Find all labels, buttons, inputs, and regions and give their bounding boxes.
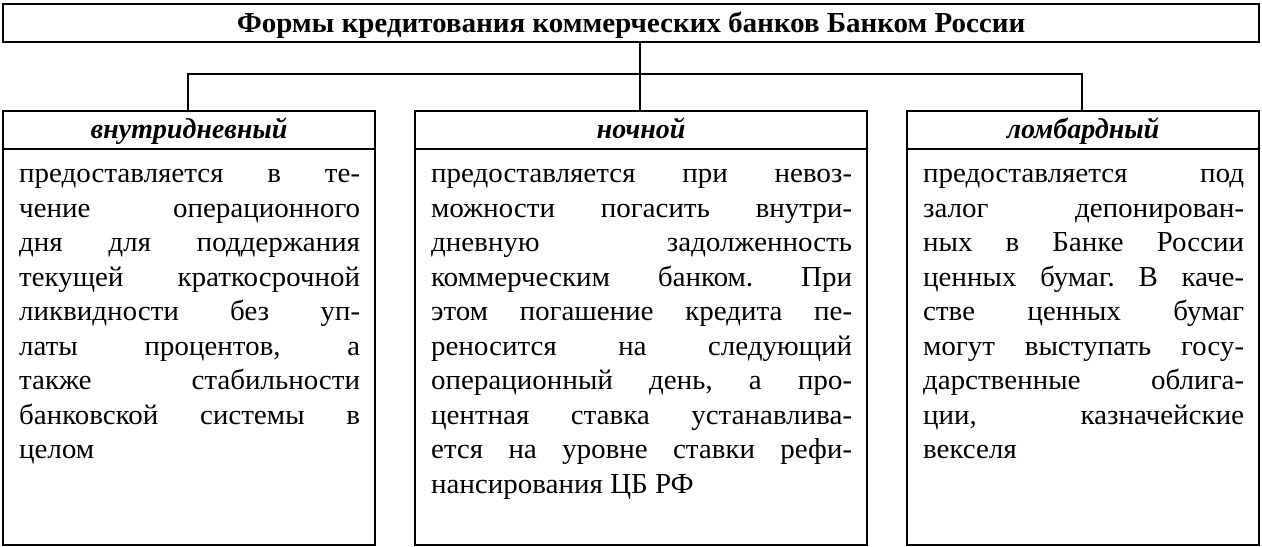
body-line: можности погасить внутри- — [431, 191, 852, 224]
column-body-intraday — [2, 150, 376, 546]
body-line: ется на уровне ставки рефи- — [431, 433, 852, 465]
body-line: банковской системы в — [19, 398, 360, 431]
connector-left — [187, 73, 189, 110]
column-heading-lombard: ломбардный — [906, 110, 1260, 150]
body-line: дарственные облига- — [923, 364, 1244, 396]
body-line: чение операционного — [19, 191, 360, 224]
body-line: предоставляется при невоз- — [431, 157, 852, 189]
body-line: латы процентов, а — [19, 329, 360, 362]
body-line: целом — [19, 433, 95, 465]
body-line: ции, казначейские — [923, 398, 1244, 431]
column-heading-overnight: ночной — [414, 110, 868, 150]
body-line: могут выступать госу- — [923, 329, 1244, 362]
column-body-overnight — [414, 150, 868, 546]
connector-trunk — [639, 43, 641, 110]
body-line: ценных бумаг. В каче- — [923, 260, 1244, 293]
body-line: стве ценных бумаг — [923, 295, 1244, 327]
body-line: предоставляется в те- — [19, 157, 360, 189]
body-line: векселя — [923, 433, 1017, 465]
connector-right — [1081, 73, 1083, 110]
body-line: дня для поддержания — [19, 226, 360, 258]
body-line: текущей краткосрочной — [19, 260, 360, 293]
body-line: коммерческим банком. При — [431, 260, 852, 293]
body-line: залог депонирован- — [923, 191, 1244, 224]
body-line: ликвидности без уп- — [19, 295, 360, 327]
body-line: дневную задолженность — [431, 226, 852, 258]
body-line: этом погашение кредита пе- — [431, 295, 852, 327]
connector-horizontal — [187, 73, 1083, 75]
column-heading-intraday: внутридневный — [2, 110, 376, 150]
body-line: предоставляется под — [923, 157, 1244, 189]
diagram-title: Формы кредитования коммерческих банков Банком России — [2, 3, 1260, 43]
body-line: ных в Банке России — [923, 226, 1244, 258]
body-line: реносится на следующий — [431, 329, 852, 362]
body-line: операционный день, а про- — [431, 364, 852, 396]
body-line: центная ставка устанавлива- — [431, 398, 852, 431]
body-line: также стабильности — [19, 364, 360, 396]
body-line: нансирования ЦБ РФ — [431, 467, 694, 500]
column-body-lombard — [906, 150, 1260, 546]
